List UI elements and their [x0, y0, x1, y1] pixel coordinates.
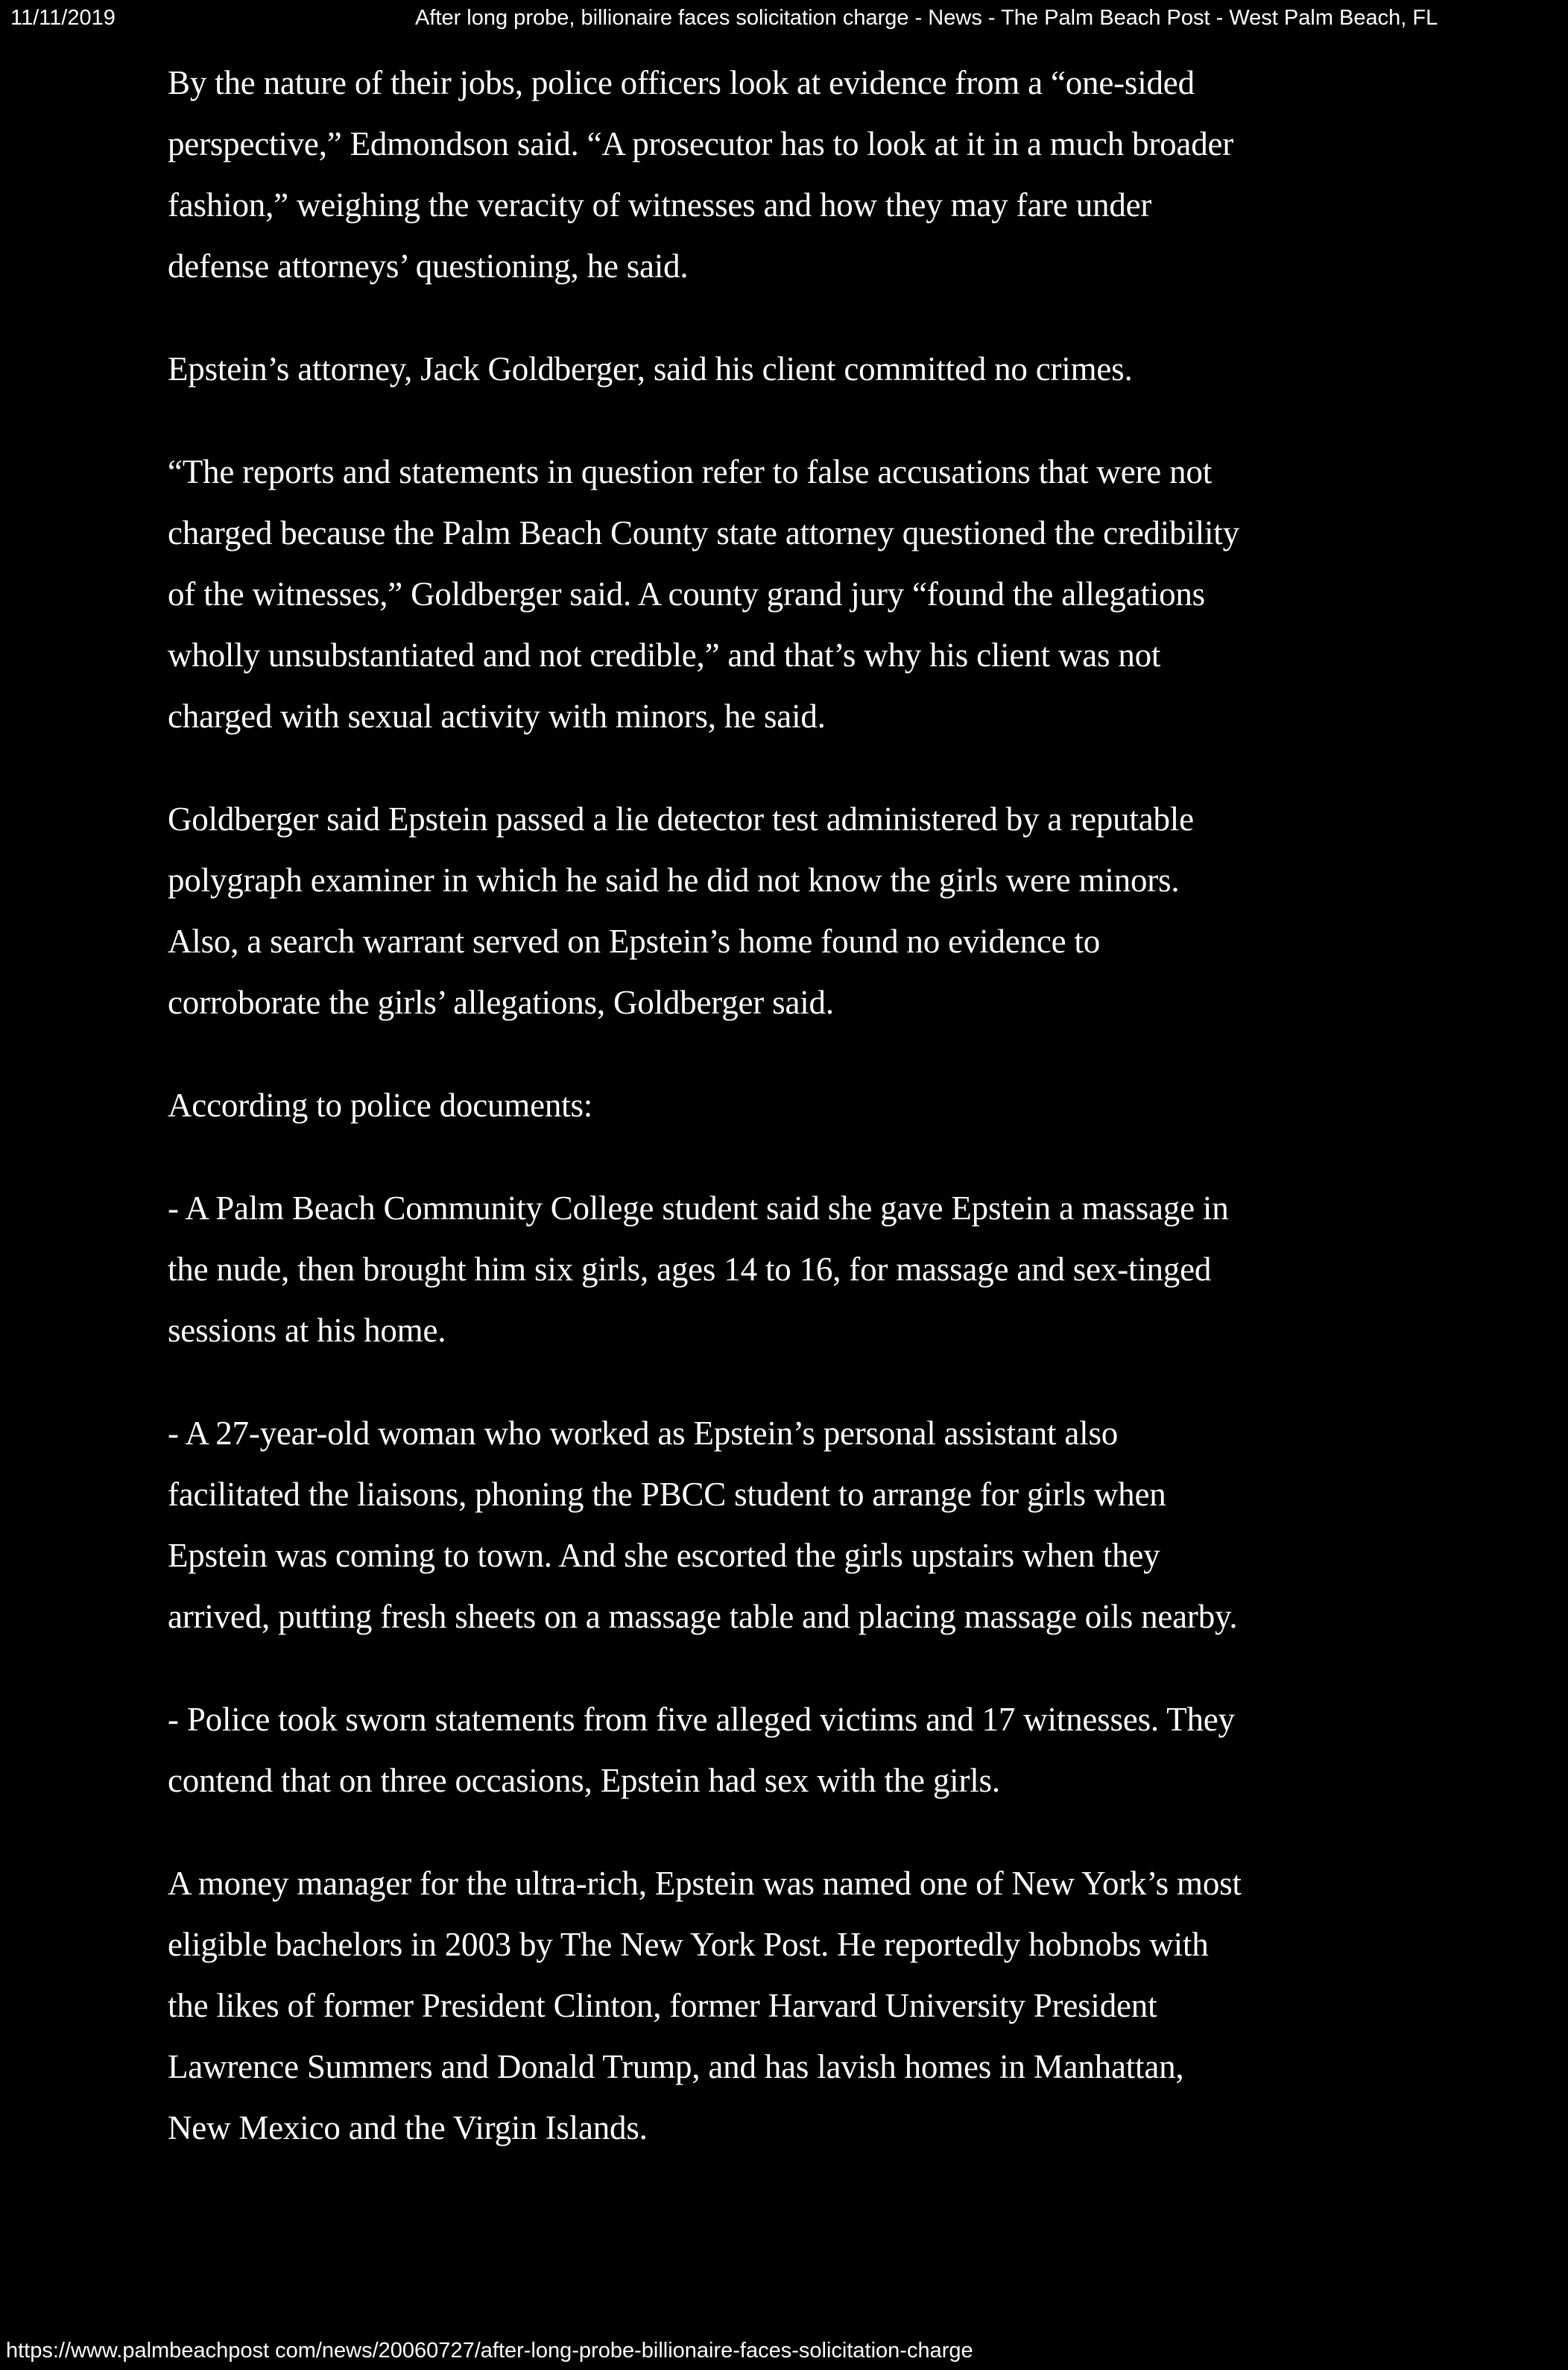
article-paragraph: According to police documents:: [168, 1087, 593, 1124]
article-body: [168, 52, 1517, 2200]
article-paragraph: - A Palm Beach Community College student said she gave Epstein a massage in the nude, then brought him six girls, ages 14 to 16, for massage and sex-tinged sessions at his home.: [168, 1189, 1229, 1349]
article-paragraph: - A 27-year-old woman who worked as Epstein’s personal assistant also facilitated the liaisons, phoning the PBCC student to arrange for girls when Epstein was coming to town. And she escorted the girls upstairs when they arrived, putting fresh sheets on a massage table and placing massage oils nearby.: [168, 1415, 1238, 1635]
print-header-date: 11/11/2019: [10, 6, 116, 30]
article-paragraph: - Police took sworn statements from five alleged victims and 17 witnesses. They contend that on three occasions, Epstein had sex with the girls.: [168, 1701, 1235, 1799]
article-paragraph: Epstein’s attorney, Jack Goldberger, said his client committed no crimes.: [168, 350, 1133, 388]
article-paragraph: “The reports and statements in question refer to false accusations that were not charged because the Palm Beach County state attorney questioned the credibility of the witnesses,” Goldberger said. A county grand jury “found the allegations wholly unsubstantiated and not credible,” and that’s why his client was not charged with sexual activity with minors, he said.: [168, 453, 1239, 735]
print-footer-url: https://www.palmbeachpost com/news/20060727/after-long-probe-billionaire-faces-solicitation-charge: [6, 2339, 973, 2363]
print-header-title: After long probe, billionaire faces solicitation charge - News - The Palm Beach Post - West Palm Beach, FL: [415, 6, 1438, 30]
article-paragraph: Goldberger said Epstein passed a lie detector test administered by a reputable polygraph examiner in which he said he did not know the girls were minors. Also, a search warrant served on Epstein’s home found no evidence to corroborate the girls’ allegations, Goldberger said.: [168, 800, 1194, 1021]
article-paragraph: A money manager for the ultra-rich, Epstein was named one of New York’s most eligible bachelors in 2003 by The New York Post. He reportedly hobnobs with the likes of former President Clinton, former Harvard University President Lawrence Summers and Donald Trump, and has lavish homes in Manhattan, New Mexico and the Virgin Islands.: [168, 1865, 1242, 2146]
article-paragraph: By the nature of their jobs, police officers look at evidence from a “one-sided perspective,” Edmondson said. “A prosecutor has to look at it in a much broader fashion,” weighing the veracity of witnesses and how they may fare under defense attorneys’ questioning, he said.: [168, 64, 1234, 285]
